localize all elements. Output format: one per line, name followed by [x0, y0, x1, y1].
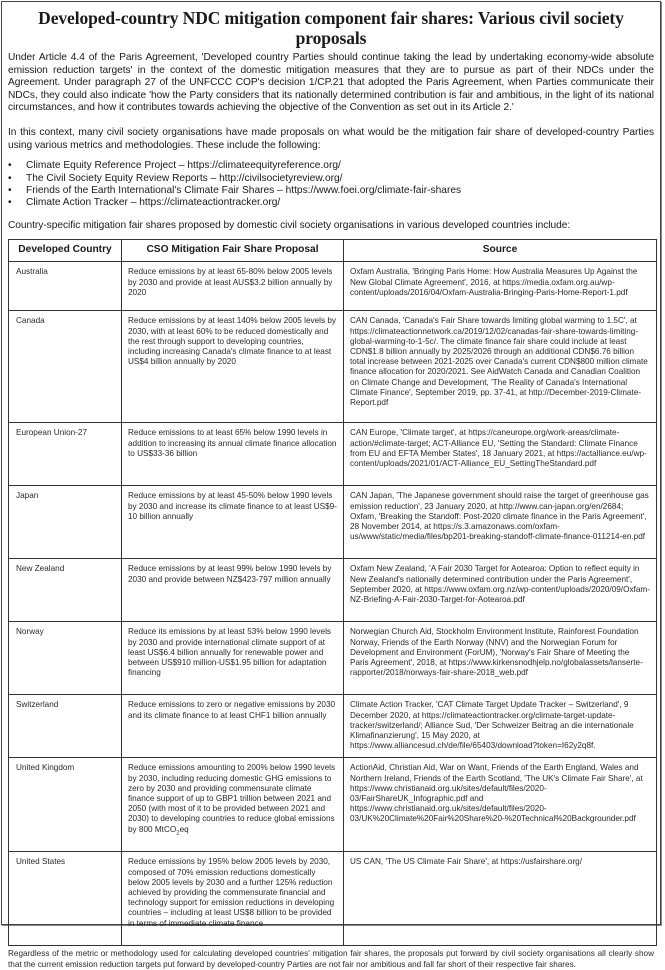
- table-row: [9, 262, 657, 311]
- reference-link-civil-society-review[interactable]: • The Civil Society Equity Review Reports – http://civilsocietyreview.org/: [8, 173, 660, 185]
- column-header-country: Developed Country: [9, 240, 122, 262]
- reference-links-list: [2, 160, 660, 210]
- proposal-cell: Reduce its emissions by at least 53% below 1990 levels by 2030 and provide international climate support of at least US$6.4 billion annually for renewable power and between US$910 million-US$1.95 billion for adaptation financing: [122, 622, 344, 695]
- conclusion-paragraph: Regardless of the metric or methodology used for calculating developed countries' mitigation fair shares, the proposals put forward by civil society organisations all clearly show that the current emission reduction targets put forward by developed-country Parties are not fair nor ambitious and fall far short of their respective fair shares.: [8, 949, 654, 969]
- source-cell: Norwegian Church Aid, Stockholm Environment Institute, Rainforest Foundation Norway, Friends of the Earth Norway (NNV) and the Norwegian Forum for Development and Environment (ForUM), 'Norway's Fair Share of Meeting the Paris Agreement', 2018, at https://www.kirkensnodhjelp.no/globalassets/lanserte-rapporter/2018/norways-fair-share-2018_web.pdf: [344, 622, 657, 695]
- document-page: [1, 1, 661, 969]
- proposal-text-tail: eq: [179, 824, 189, 834]
- country-cell: European Union-27: [9, 423, 122, 486]
- proposal-cell: Reduce emissions by at least 140% below 2005 levels by 2030, with at least 60% to be reduced domestically and the rest through support to developing countries, including increasing Canada's climate finance to at least US$4 billion annually by 2020: [122, 311, 344, 423]
- proposal-text: Reduce emissions amounting to 200% below 1990 levels by 2030, including reducing domestic GHG emissions to zero by 2030 and providing commensurate climate finance support of up to GBP1 trillion between 2021 and 2050 (with most of it to be provided between 2021 and 2030) to developing countries to reduce global emissions by 800 MtCO: [128, 763, 336, 834]
- country-cell: Norway: [9, 622, 122, 695]
- source-cell: CAN Europe, 'Climate target', at https://caneurope.org/work-areas/climate-action/#climate-target; ACT-Alliance EU, 'Setting the Standard: Climate Finance from EU and EFTA Member States', 18 January 2021, at https://actalliance.eu/wp-content/uploads/2021/01/ACT-Alliance_EU_SettingTheStandard.pdf: [344, 423, 657, 486]
- proposal-cell: [122, 758, 344, 852]
- country-cell: New Zealand: [9, 559, 122, 622]
- source-cell: Climate Action Tracker, 'CAT Climate Target Update Tracker – Switzerland', 9 December 2020, at https://climateactiontracker.org/climate-target-update-tracker/switzerland/; Alliance Sud, 'Der Schweizer Beitrag an die internationale Klimafinanzierung', 15 May 2020, at https://www.alliancesud.ch/de/file/65403/download?token=I62y2q8f.: [344, 695, 657, 758]
- table-row: [9, 423, 657, 486]
- table-row: [9, 311, 657, 423]
- table-row: [9, 559, 657, 622]
- source-cell: US CAN, 'The US Climate Fair Share', at https://usfairshare.org/: [344, 852, 657, 946]
- table-row: [9, 622, 657, 695]
- source-cell: Oxfam New Zealand, 'A Fair 2030 Target for Aotearoa: Option to reflect equity in New Zealand's nationally determined contribution under the Paris Agreement', September 2020, at https://www.oxfam.org.nz/wp-content/uploads/2020/09/Oxfam-NZ-Briefing-A-Fair-2030-Target-for-Aotearoa.pdf: [344, 559, 657, 622]
- source-cell: CAN Canada, 'Canada's Fair Share towards limiting global warming to 1.5C', at https://climateactionnetwork.ca/2019/12/02/canadas-fair-share-towards-limiting-global-warming-to-1-5c/. The climate finance fair share could include at least CDN$1.8 billion annually by 2025/2026 through an additional CDN$6.76 billion total increase between 2021-2025 over Canada's current CDN$800 million climate finance allocation for 2020/2021. See AidWatch Canada and Canadian Coalition on Climate Change and Development, 'The Reality of Canada's International Climate Finance', September 2019, pp. 37-41, at http://December-2019-Climate-Report.pdf: [344, 311, 657, 423]
- table-row: [9, 486, 657, 559]
- proposal-cell: Reduce emissions to at least 65% below 1990 levels in addition to increasing its annual climate finance allocation to US$33-36 billion: [122, 423, 344, 486]
- proposal-cell: Reduce emissions by at least 65-80% below 2005 levels by 2030 and provide at least AUS$3.2 billion annually by 2020: [122, 262, 344, 311]
- country-cell: United Kingdom: [9, 758, 122, 852]
- proposal-cell: Reduce emissions by at least 99% below 1990 levels by 2030 and provide between NZ$423-797 million annually: [122, 559, 344, 622]
- proposal-cell: Reduce emissions by at least 45-50% below 1990 levels by 2030 and increase its climate finance to at least US$9-10 billion annually: [122, 486, 344, 559]
- reference-link-foei-fair-shares[interactable]: • Friends of the Earth International's Climate Fair Shares – https://www.foei.org/climate-fair-shares: [8, 185, 660, 197]
- reference-link-climate-equity[interactable]: • Climate Equity Reference Project – https://climateequityreference.org/: [8, 160, 660, 172]
- co2-subscript: 2: [176, 830, 180, 837]
- column-header-proposal: CSO Mitigation Fair Share Proposal: [122, 240, 344, 262]
- fair-shares-table: [8, 239, 657, 946]
- table-row: [9, 695, 657, 758]
- country-cell: Canada: [9, 311, 122, 423]
- country-cell: Australia: [9, 262, 122, 311]
- country-cell: Switzerland: [9, 695, 122, 758]
- country-cell: Japan: [9, 486, 122, 559]
- table-row: [9, 852, 657, 946]
- page-title: Developed-country NDC mitigation component fair shares: Various civil society proposals: [38, 8, 624, 48]
- country-cell: United States: [9, 852, 122, 946]
- proposal-cell: Reduce emissions to zero or negative emissions by 2030 and its climate finance to at least CHF1 billion annually: [122, 695, 344, 758]
- table-intro-paragraph: Country-specific mitigation fair shares proposed by domestic civil society organisations in various developed countries include:: [8, 219, 571, 231]
- source-cell: Oxfam Australia, 'Bringing Paris Home: How Australia Measures Up Against the New Global Climate Agreement', 2016, at https://media.oxfam.org.au/wp-content/uploads/2016/04/Oxfam-Australia-Bringing-Paris-Home-Report-1.pdf: [344, 262, 657, 311]
- intro-paragraph-context: In this context, many civil society organisations have made proposals on what would be the mitigation fair share of developed-country Parties using various metrics and methodologies. These include the following:: [8, 126, 654, 151]
- column-header-source: Source: [344, 240, 657, 262]
- table-row: [9, 758, 657, 852]
- table-header-row: [9, 240, 657, 262]
- reference-link-climate-action-tracker[interactable]: • Climate Action Tracker – https://climateactiontracker.org/: [8, 197, 660, 209]
- source-cell: CAN Japan, 'The Japanese government should raise the target of greenhouse gas emission reduction', 23 January 2020, at http://www.can-japan.org/en/2684; Oxfam, 'Breaking the Standoff: Post-2020 climate finance in the Paris Agreement', 28 November 2014, at https://s.3.amazonaws.com/oxfam-us/www/static/media/files/bp201-breaking-standoff-climate-finance-011214-en.pdf: [344, 486, 657, 559]
- proposal-cell: Reduce emissions by 195% below 2005 levels by 2030, composed of 70% emission reductions domestically below 2005 levels by 2030 and a further 125% reduction achieved by providing the commensurate financial and technology support for emission reductions in developing countries – including at least US$8 billion to be provided in terms of immediate climate finance: [122, 852, 344, 946]
- source-cell: ActionAid, Christian Aid, War on Want, Friends of the Earth England, Wales and Northern Ireland, Friends of the Earth Scotland, 'The UK's Climate Fair Share', at https://www.christianaid.org.uk/sites/default/files/2020-03/FairShareUK_Infographic.pdf and https://www.christianaid.org.uk/sites/default/files/2020-03/UK%20Climate%20Fair%20Share%20-%20Technical%20Backgrounder.pdf: [344, 758, 657, 852]
- intro-paragraph-article-4-4: Under Article 4.4 of the Paris Agreement, 'Developed country Parties should continue taking the lead by undertaking economy-wide absolute emission reduction targets' in the context of the domestic mitigation measures that they are to pursue as part of their NDCs under the Agreement. Under paragraph 27 of the UNFCCC COP's decision 1/CP.21 that adopted the Paris Agreement, when Parties communicate their NDCs, they could also indicate 'how the Party considers that its nationally determined contribution is fair and ambitious, in the light of its national circumstances, and how it contributes towards achieving the objective of the Convention as set out in its Article 2.': [8, 52, 654, 114]
